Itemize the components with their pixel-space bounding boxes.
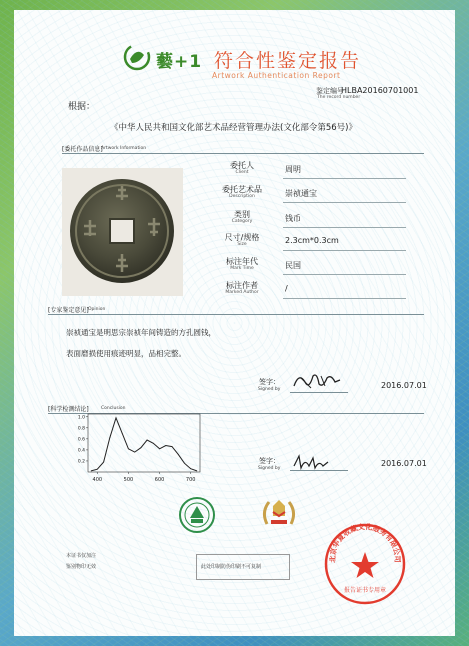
signature-2-line [290, 470, 348, 471]
spectrum-point [159, 448, 160, 449]
footer-note-2: 鉴别物印无效 [66, 564, 97, 570]
artwork-photo [62, 168, 183, 296]
spectrum-point [116, 417, 117, 418]
brand-logo-icon [123, 43, 151, 71]
field-label-en: Size [237, 242, 247, 247]
x-tick-label: 600 [154, 477, 165, 483]
spectrum-point [103, 462, 104, 463]
spectrum-point [128, 448, 129, 449]
signature-1-label-en: Signed by [258, 387, 281, 392]
section-divider [62, 153, 424, 154]
field-value: / [285, 284, 288, 293]
artwork-section-label-en: Artwork Information [101, 146, 147, 151]
opinion-line-2: 表面磨损使用痕迹明显，品相完整。 [66, 349, 186, 358]
field-label: 标注年代 [226, 257, 258, 266]
signature-2-label-en: Signed by [258, 466, 281, 471]
conclusion-section-label-en: Conclusion [101, 406, 126, 411]
field-label-en: Client [235, 170, 249, 175]
spectrum-point [172, 446, 173, 447]
certification-emblem-icon [176, 496, 218, 534]
spectrum-point [109, 437, 110, 438]
spectrum-point [91, 470, 92, 471]
field-label: 标注作者 [226, 281, 258, 290]
field-label: 类别 [234, 210, 250, 219]
spectrum-chart [66, 410, 206, 488]
basis-law: 《中华人民共和国文化部艺术品经营管理办法(文化部令第56号)》 [110, 123, 357, 133]
field-value: 民国 [285, 261, 301, 270]
signature-1-label: 签字： [259, 378, 280, 386]
report-number: HLBA20160701001 [341, 86, 419, 95]
field-underline [283, 227, 406, 228]
field-label: 尺寸/规格 [224, 233, 260, 242]
signature-1-handwriting [291, 370, 343, 392]
spectrum-point [97, 469, 98, 470]
field-underline [283, 250, 406, 251]
field-value: 崇祯通宝 [285, 189, 317, 198]
coin-image [62, 168, 183, 296]
plot-frame [88, 414, 200, 472]
spectrum-point [153, 443, 154, 444]
spectrum-point [134, 452, 135, 453]
spectrum-point [147, 440, 148, 441]
spectrum-chart-svg [66, 410, 206, 488]
spectrum-point [178, 454, 179, 455]
seal-top-text: 北京华夏收藏文化服务有限公司 [327, 522, 403, 563]
anti-counterfeit-text: 此处印制防伪印刷不可复制 [201, 564, 262, 570]
report-number-label-en: The record number [317, 95, 361, 100]
field-underline [283, 178, 406, 179]
conclusion-section-label: [科学检测结论] [48, 406, 89, 413]
field-label-en: Description [229, 194, 255, 199]
field-underline [283, 274, 406, 275]
signature-2-label: 签字： [259, 457, 280, 465]
anti-counterfeit-box [196, 554, 290, 580]
laurel-emblem-icon [259, 494, 299, 534]
y-tick-label: 0.4 [77, 448, 85, 454]
spectrum-point [196, 470, 197, 471]
spectrum-point [140, 447, 141, 448]
field-underline [283, 298, 406, 299]
signature-2-date: 2016.07.01 [381, 459, 427, 468]
spectrum-point [190, 468, 191, 469]
opinion-line-1: 崇祯通宝是明思宗崇祯年间铸造的方孔圆钱， [66, 328, 216, 337]
brand-name: 藝+1 [156, 52, 203, 72]
spectrum-point [122, 433, 123, 434]
footer-note-1: 本证书仅加注 [66, 553, 97, 559]
field-underline [283, 202, 406, 203]
section-divider [48, 314, 424, 315]
artwork-section-label: [委托作品信息] [62, 146, 103, 153]
seal-star-icon [351, 552, 379, 578]
field-label: 委托艺术品 [222, 185, 262, 194]
x-tick-label: 400 [92, 477, 103, 483]
signature-1-line [290, 392, 348, 393]
field-label-en: Marked Author [225, 290, 259, 295]
y-tick-label: 1.0 [77, 415, 85, 421]
seal-bottom-text: 报告证书专用章 [343, 587, 387, 594]
signature-2-handwriting [291, 452, 331, 472]
x-tick-label: 700 [185, 477, 196, 483]
field-label-en: Category [231, 219, 253, 224]
opinion-section-label: [专家鉴定意见] [48, 307, 89, 314]
y-tick-label: 0.2 [77, 459, 85, 465]
signature-1-date: 2016.07.01 [381, 381, 427, 390]
y-tick-label: 0.8 [77, 426, 85, 432]
field-label-en: Mark Time [230, 266, 254, 271]
opinion-section-label-en: Opinion [88, 307, 106, 312]
field-label: 委托人 [230, 161, 254, 170]
x-tick-label: 500 [123, 477, 134, 483]
report-title: 符合性鉴定报告 [214, 50, 362, 72]
field-value: 钱币 [285, 214, 301, 223]
report-number-label: 鉴定编号 [316, 87, 344, 95]
report-subtitle: Artwork Authentication Report [212, 71, 341, 80]
field-value: 周明 [285, 165, 301, 174]
basis-label: 根据： [68, 102, 96, 112]
spectrum-series-line [91, 418, 197, 471]
official-seal [323, 522, 407, 606]
spectrum-point [184, 463, 185, 464]
spectrum-point [165, 445, 166, 446]
field-value: 2.3cm*0.3cm [285, 236, 339, 245]
y-tick-label: 0.6 [77, 437, 85, 443]
